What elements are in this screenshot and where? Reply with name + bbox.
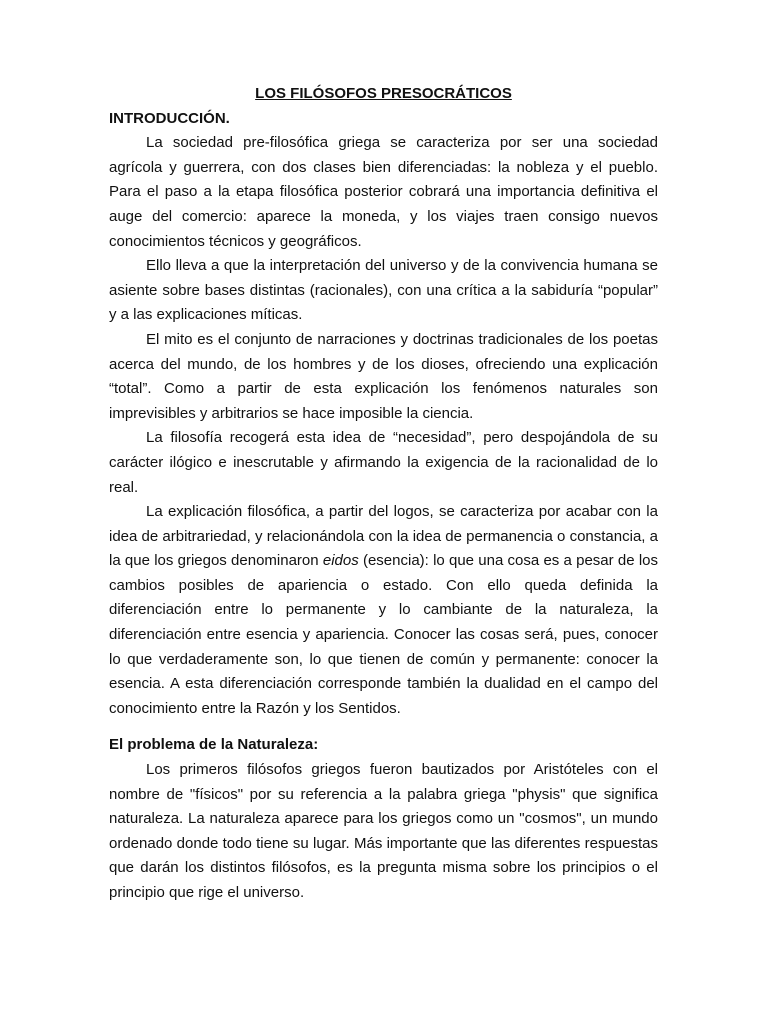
paragraph-text: La explicación filosófica, a partir del logos, se caracteriza por acabar con la idea de arbitrariedad, y relacionándola con la idea de permanencia o constancia, a la que los griegos denominaron bbox=[109, 503, 658, 570]
paragraph: Ello lleva a que la interpretación del universo y de la convivencia humana se asiente sobre bases distintas (racionales), con una crítica a la sabiduría “popular” y a las explicaciones míticas. bbox=[109, 257, 658, 324]
italic-term: eidos bbox=[322, 552, 359, 570]
paragraph-text: (esencia): lo que una cosa es a pesar de los cambios posibles de apariencia o estado. Con ello queda definida la diferenciación entre lo permanente y lo cambiante de la naturaleza, la diferenciación entre esencia y apariencia. Conocer las cosas será, pues, conocer lo que verdaderamente son, lo que tienen de común y permanente: conocer la esencia. A esta diferenciación corresponde también la dualidad en el campo del conocimiento entre la Razón y los Sentidos. bbox=[109, 552, 658, 717]
section-heading-introduccion: INTRODUCCIÓN. bbox=[109, 109, 230, 127]
paragraph: El mito es el conjunto de narraciones y doctrinas tradicionales de los poetas acerca del mundo, de los hombres y de los dioses, ofreciendo una explicación “total”. Como a partir de esta explicación los fenómenos naturales son imprevisibles y arbitrarios se hace imposible la ciencia. bbox=[109, 330, 658, 422]
document-title: LOS FILÓSOFOS PRESOCRÁTICOS bbox=[255, 85, 512, 102]
paragraph: La sociedad pre-filosófica griega se caracteriza por ser una sociedad agrícola y guerrera, con dos clases bien diferenciadas: la nobleza y el pueblo. Para el paso a la etapa filosófica posterior cobrará una importancia definitiva el auge del comercio: aparece la moneda, y los viajes traen consigo nuevos conocimientos técnicos y geográficos. bbox=[109, 134, 658, 250]
paragraph: Los primeros filósofos griegos fueron bautizados por Aristóteles con el nombre de "físicos" por su referencia a la palabra griega "physis" que significa naturaleza. La naturaleza aparece para los griegos como un "cosmos", un mundo ordenado donde todo tiene su lugar. Más importante que las diferentes respuestas que darán los distintos filósofos, es la pregunta misma sobre los principios o el principio que rige el universo. bbox=[109, 761, 658, 901]
section-heading-naturaleza: El problema de la Naturaleza: bbox=[109, 736, 319, 754]
document-page bbox=[109, 82, 658, 906]
paragraph-eidos bbox=[109, 500, 658, 721]
paragraph: La filosofía recogerá esta idea de “necesidad”, pero despojándola de su carácter ilógico e inescrutable y afirmando la exigencia de la racionalidad de lo real. bbox=[109, 429, 658, 496]
